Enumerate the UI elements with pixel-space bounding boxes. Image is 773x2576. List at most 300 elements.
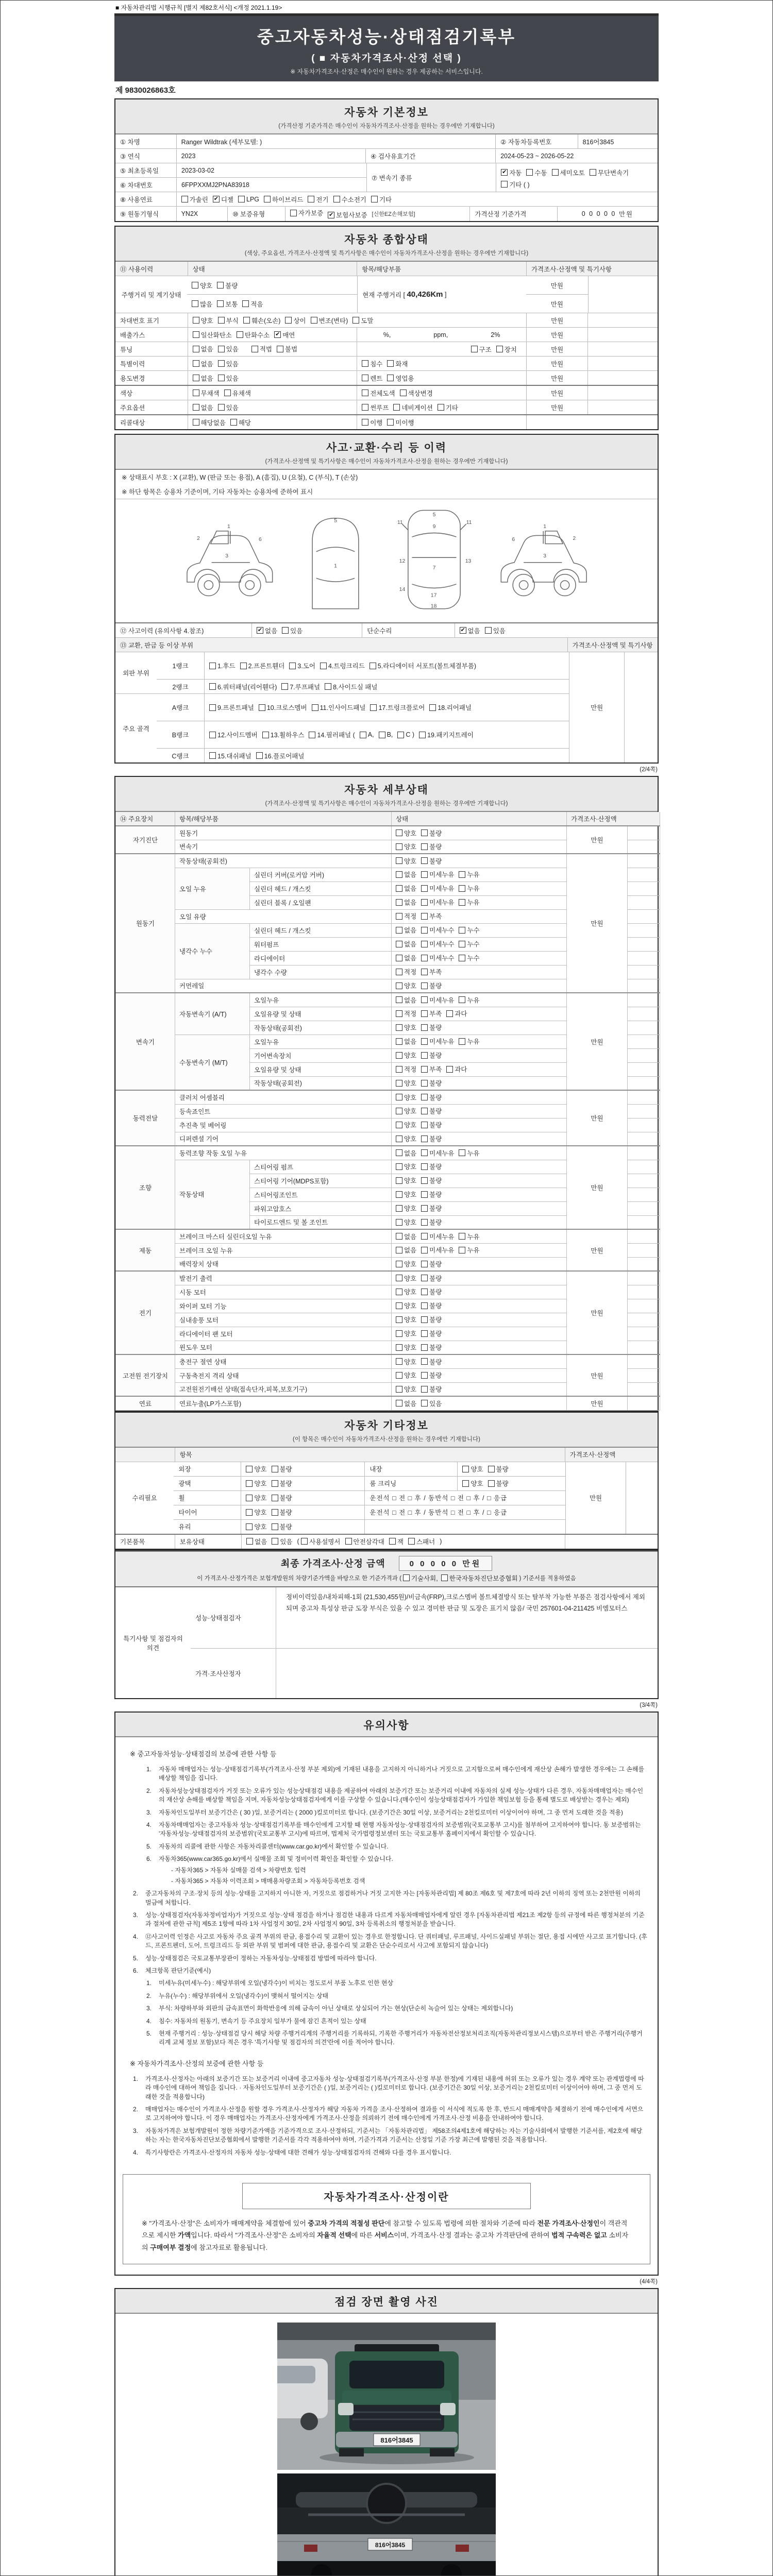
- checkbox-option[interactable]: [237, 330, 270, 340]
- checkbox-option[interactable]: [421, 856, 442, 866]
- checkbox-option[interactable]: [590, 168, 629, 177]
- checkbox-option[interactable]: [193, 403, 213, 412]
- checkbox-option[interactable]: [371, 195, 392, 204]
- checkbox-option[interactable]: [218, 359, 239, 368]
- checkbox-option[interactable]: [462, 1464, 483, 1473]
- checkbox-option[interactable]: [459, 870, 479, 879]
- checkbox-option[interactable]: [246, 1493, 266, 1502]
- checkbox-option[interactable]: [421, 1106, 442, 1115]
- detail-state-cell: [392, 1313, 567, 1327]
- checkbox-option[interactable]: [333, 195, 366, 204]
- checkbox-option[interactable]: [396, 1093, 416, 1102]
- checkbox-option[interactable]: [438, 403, 458, 412]
- checkbox-option[interactable]: [421, 897, 454, 907]
- checkbox-option[interactable]: [421, 1259, 442, 1268]
- checkbox-option[interactable]: [421, 1370, 442, 1380]
- checkbox-label: 없음: [255, 1538, 267, 1546]
- checkbox-option[interactable]: [193, 388, 220, 398]
- checkbox-label: 불량: [429, 829, 442, 837]
- checkbox-option[interactable]: [312, 703, 366, 712]
- svg-text:11: 11: [466, 519, 472, 526]
- checkbox-option[interactable]: [311, 316, 348, 325]
- checkbox-option[interactable]: [272, 1493, 292, 1502]
- checkbox-option[interactable]: [272, 1479, 292, 1488]
- notice-list: [115, 1737, 658, 2162]
- checkbox-option[interactable]: [281, 682, 320, 691]
- checkbox-option[interactable]: [193, 359, 213, 368]
- checkbox-box: ✔: [502, 169, 507, 175]
- checkbox-option[interactable]: [213, 195, 233, 204]
- checkbox-option[interactable]: [421, 1217, 442, 1227]
- detail-extra-cell: [628, 882, 660, 895]
- checkbox-option[interactable]: [379, 731, 393, 738]
- detail-extra-cell: [628, 1257, 660, 1271]
- checkbox-option[interactable]: [396, 1370, 416, 1380]
- checkbox-box: [281, 683, 288, 690]
- detail-item-cell: 스티어링 펌프: [250, 1160, 392, 1174]
- checkbox-option[interactable]: [396, 911, 416, 921]
- checkbox-option[interactable]: [352, 316, 373, 325]
- checkbox-box: [389, 1538, 396, 1545]
- checkbox-option[interactable]: [421, 1037, 454, 1046]
- checkbox-box: [272, 1495, 278, 1501]
- checkbox-option[interactable]: [238, 196, 259, 203]
- checkbox-option[interactable]: [272, 1464, 292, 1473]
- checkbox-option[interactable]: [421, 1232, 454, 1241]
- checkbox-option[interactable]: [209, 661, 236, 670]
- checkbox-label: 불량: [429, 1163, 442, 1171]
- checkbox-option[interactable]: [396, 842, 416, 851]
- checkbox-label: 무채색: [200, 389, 220, 397]
- checkbox-box: [230, 419, 237, 426]
- checkbox-option[interactable]: [246, 1507, 266, 1517]
- checkbox-option[interactable]: [396, 953, 416, 962]
- detail-dev-cell: 변속기: [116, 993, 175, 1090]
- checkbox-option[interactable]: [387, 374, 414, 383]
- checkbox-option[interactable]: [421, 1399, 442, 1408]
- checkbox-label: 누유: [467, 996, 480, 1004]
- svg-text:6: 6: [511, 536, 515, 543]
- room-cleaning-label: 룸 크리닝: [364, 1477, 457, 1490]
- checkbox-option[interactable]: [396, 1232, 416, 1241]
- checkbox-option[interactable]: [396, 981, 416, 990]
- detail-state-cell: [392, 854, 567, 868]
- checkbox-option[interactable]: [389, 1537, 404, 1546]
- checkbox-option[interactable]: [387, 418, 414, 427]
- checkbox-label: 11.인사이드패널: [320, 704, 366, 711]
- checkbox-option[interactable]: [421, 1134, 442, 1143]
- checkbox-option[interactable]: [396, 1245, 416, 1255]
- checkbox-option[interactable]: [421, 1384, 442, 1394]
- checkbox-option[interactable]: [552, 168, 585, 177]
- checkbox-label: 양호: [404, 1094, 417, 1101]
- interior-options: [457, 1462, 565, 1476]
- detail-state-cell: [392, 1257, 567, 1271]
- detail-col-device: ⑭ 주요장치: [116, 812, 175, 826]
- checkbox-option[interactable]: [501, 168, 522, 177]
- section-etc: [114, 1412, 659, 1550]
- checkbox-option[interactable]: [272, 1507, 292, 1517]
- checkbox-option[interactable]: [209, 730, 258, 739]
- checkbox-option[interactable]: [421, 1176, 442, 1185]
- checkbox-label: 6.쿼터패널(리어휀다): [217, 683, 277, 691]
- checkbox-option[interactable]: [421, 1023, 442, 1032]
- checkbox-option[interactable]: [396, 1274, 416, 1283]
- checkbox-option[interactable]: [396, 1343, 416, 1352]
- checkbox-option[interactable]: [282, 626, 303, 635]
- checkbox-option[interactable]: [421, 1343, 442, 1352]
- checkbox-option[interactable]: [459, 897, 479, 907]
- detail-title: 자동차 세부상태: [344, 784, 429, 796]
- checkbox-box: [237, 331, 243, 338]
- checkbox-option[interactable]: [320, 661, 365, 670]
- checkbox-option[interactable]: [218, 316, 239, 325]
- checkbox-box: [421, 1344, 428, 1351]
- checkbox-option[interactable]: [230, 418, 251, 427]
- checkbox-option[interactable]: [396, 856, 416, 866]
- checkbox-option[interactable]: [181, 195, 208, 204]
- checkbox-box: [218, 317, 225, 324]
- checkbox-option[interactable]: [421, 870, 454, 879]
- checkbox-label: 양호: [404, 857, 417, 865]
- appraiser-label: 가격·조사산정자: [195, 1670, 241, 1677]
- checkbox-option[interactable]: [217, 281, 238, 290]
- checkbox-option[interactable]: [396, 1023, 416, 1032]
- notice-section-header: ※ 자동차가격조사·산정의 보증에 관한 사항 등: [130, 2059, 264, 2067]
- checkbox-option[interactable]: [243, 316, 281, 325]
- detail-state-cell: [392, 1021, 567, 1035]
- checkbox-box: [396, 1149, 402, 1156]
- checkbox-box: [421, 829, 428, 836]
- checkbox-option[interactable]: [459, 1148, 479, 1158]
- checkbox-option[interactable]: [274, 330, 295, 340]
- checkbox-option[interactable]: [218, 403, 239, 412]
- basic-info-subtitle: (가격산정 기준가격은 매수인이 자동차가격조사·산정을 원하는 경우에만 기재합니다): [278, 123, 495, 129]
- checkbox-option[interactable]: [421, 1245, 454, 1255]
- checkbox-option[interactable]: [246, 1464, 266, 1473]
- checkbox-option[interactable]: [193, 316, 213, 325]
- detail-extra-cell: [628, 1021, 660, 1035]
- checkbox-option[interactable]: [193, 344, 213, 353]
- polish-label: 광택: [178, 1480, 191, 1487]
- tuning-legality-options: [251, 344, 302, 354]
- checkbox-option[interactable]: [217, 299, 238, 309]
- checkbox-option[interactable]: [218, 374, 239, 383]
- checkbox-box: [396, 1400, 402, 1406]
- checkbox-option[interactable]: [370, 703, 425, 712]
- checkbox-box: [396, 871, 402, 878]
- checkbox-option[interactable]: [400, 388, 433, 398]
- page-marker-2: (2/4쪽): [640, 767, 658, 773]
- checkbox-option[interactable]: [421, 953, 454, 962]
- checkbox-option[interactable]: [345, 1537, 384, 1546]
- checkbox-option[interactable]: [396, 1384, 416, 1394]
- checkbox-option[interactable]: [421, 967, 442, 976]
- checkbox-option[interactable]: [396, 1148, 416, 1158]
- checkbox-label: 양호: [470, 1466, 483, 1473]
- checkbox-box: [224, 389, 231, 396]
- checkbox-box: [421, 1010, 428, 1017]
- checkbox-option[interactable]: [471, 345, 492, 354]
- checkbox-option[interactable]: [421, 981, 442, 990]
- checkbox-option[interactable]: [193, 374, 213, 383]
- checkbox-option[interactable]: [192, 299, 212, 309]
- checkbox-option[interactable]: [459, 953, 479, 962]
- checkbox-option[interactable]: [421, 1301, 442, 1310]
- checkbox-option[interactable]: [396, 1204, 416, 1213]
- checkbox-option[interactable]: [429, 703, 472, 712]
- checkbox-option[interactable]: [396, 1037, 416, 1046]
- option-label: 주요옵션: [120, 404, 145, 412]
- checkbox-box: [396, 1316, 402, 1323]
- checkbox-option[interactable]: [396, 1064, 416, 1074]
- checkbox-option[interactable]: [369, 661, 476, 670]
- detail-extra-cell: [628, 1243, 660, 1257]
- checkbox-option[interactable]: [419, 730, 474, 739]
- checkbox-option[interactable]: [396, 1009, 416, 1018]
- checkbox-option[interactable]: [396, 1050, 416, 1060]
- checkbox-option[interactable]: [246, 1479, 266, 1488]
- checkbox-option[interactable]: [421, 1204, 442, 1213]
- checkbox-option[interactable]: [396, 1259, 416, 1268]
- checkbox-box: [218, 375, 225, 381]
- checkbox-option[interactable]: [421, 884, 454, 893]
- checkbox-option[interactable]: [362, 359, 382, 368]
- checkbox-option[interactable]: [421, 939, 454, 948]
- checkbox-option[interactable]: [193, 418, 226, 427]
- checkbox-option[interactable]: [421, 925, 454, 935]
- checkbox-option[interactable]: [421, 1357, 442, 1366]
- checkbox-option[interactable]: [272, 1537, 292, 1546]
- checkbox-option[interactable]: [421, 1162, 442, 1171]
- checkbox-option[interactable]: [396, 1106, 416, 1115]
- price-appraisal-info-title: 자동차가격조사·산정이란: [242, 2183, 531, 2209]
- checkbox-option[interactable]: [256, 751, 305, 760]
- checkbox-box: [421, 1177, 428, 1184]
- holding-label: 보유상태: [175, 1535, 242, 1549]
- checkbox-box: [421, 1149, 428, 1156]
- checkbox-option[interactable]: [218, 344, 239, 353]
- checkbox-option[interactable]: [421, 1093, 442, 1102]
- checkbox-label: 기타: [445, 404, 458, 412]
- checkbox-option[interactable]: [459, 1037, 479, 1046]
- detail-state-cell: [392, 923, 567, 937]
- car-diagram-top: [392, 504, 477, 615]
- checkbox-option[interactable]: [209, 751, 251, 760]
- checkbox-option[interactable]: [459, 884, 479, 893]
- rank2-label: 2랭크: [172, 683, 189, 691]
- notice-item: 2. 자동차성능상태점검자가 거짓 또는 오류가 있는 성능상태점검 내용을 제공하여 아래의 보증기간 또는 보증거리 이내에 자동차의 실제 성능·상태가 다른 경우, 자동차매매업자는 매수인의 재산상 손해를 배상할 책임을 지며, 자동차성능상태점검자에게 이를 구상할 수 있습니다.(매수인이 성능상태점검자가 가입한 책임보험 등을 통해 별도로 배상받는 경우는 제외): [146, 1787, 644, 1804]
- checkbox-option[interactable]: [396, 1329, 416, 1338]
- info-text-segment: 이 객관적으로 제시한: [142, 2219, 628, 2240]
- checkbox-option[interactable]: [485, 626, 506, 635]
- checkbox-option[interactable]: [396, 1287, 416, 1296]
- checkbox-option[interactable]: [224, 388, 251, 398]
- detail-extra-cell: [628, 1035, 660, 1048]
- checkbox-option[interactable]: [396, 939, 416, 948]
- holding-checkboxes: [246, 1537, 297, 1547]
- checkbox-option[interactable]: [309, 730, 355, 739]
- detail-dev-cell: 연료: [116, 1396, 175, 1410]
- checkbox-box: [370, 704, 377, 711]
- checkbox-option[interactable]: [301, 1537, 340, 1546]
- photo-underbody: [277, 2473, 496, 2576]
- checkbox-option[interactable]: [396, 925, 416, 935]
- checkbox-option[interactable]: [240, 661, 285, 670]
- checkbox-option[interactable]: [462, 1479, 483, 1488]
- remark-cell: [587, 328, 658, 342]
- checkbox-option[interactable]: [362, 388, 395, 398]
- checkbox-option[interactable]: [488, 1464, 509, 1473]
- checkbox-option[interactable]: [290, 208, 323, 217]
- checkbox-label: 전기: [316, 196, 329, 204]
- special-item-options: [357, 357, 526, 370]
- checkbox-box: [396, 1052, 402, 1059]
- checkbox-box: [218, 346, 225, 352]
- checkbox-option[interactable]: [396, 828, 416, 838]
- checkbox-option[interactable]: [192, 281, 212, 290]
- checkbox-box: [282, 627, 289, 634]
- checkbox-box: [421, 1233, 428, 1240]
- checkbox-option[interactable]: [272, 1522, 292, 1531]
- checkbox-option[interactable]: [421, 1190, 442, 1199]
- checkbox-option[interactable]: [251, 344, 272, 353]
- notice-item: 3. 자동차인도일부터 보증기간은 ( 30 )일, 보증거리는 ( 2000 )킬로미터로 합니다. (보증기간은 30일 이상, 보증거리는 2천킬로미터 이상이어야 하며, 그 중 먼저 도래한 것을 적용): [146, 1808, 624, 1816]
- checkbox-option[interactable]: [459, 939, 479, 948]
- checkbox-option[interactable]: [408, 1537, 435, 1546]
- checkbox-option[interactable]: [209, 682, 277, 691]
- checkbox-option[interactable]: [421, 828, 442, 838]
- checkbox-option[interactable]: [362, 403, 389, 412]
- checkbox-option[interactable]: [396, 1315, 416, 1324]
- checkbox-option[interactable]: [446, 1009, 467, 1018]
- detail-extra-cell: [628, 895, 660, 909]
- checkbox-option[interactable]: [421, 911, 442, 921]
- checkbox-option[interactable]: [403, 1573, 438, 1583]
- checkbox-label: 기술사회,: [411, 1574, 438, 1582]
- checkbox-option[interactable]: [496, 345, 517, 354]
- checkbox-option[interactable]: [277, 344, 297, 353]
- checkbox-option[interactable]: [360, 731, 374, 738]
- photo-front: [277, 2323, 496, 2470]
- remark-cell: [587, 371, 658, 385]
- checkbox-option[interactable]: [362, 374, 382, 383]
- checkbox-option[interactable]: [421, 1078, 442, 1088]
- checkbox-label: 불량: [429, 843, 442, 851]
- checkbox-label: 없음: [404, 885, 417, 893]
- checkbox-option[interactable]: [421, 995, 454, 1005]
- checkbox-label: 불량: [429, 1316, 442, 1324]
- checkbox-option[interactable]: [396, 1357, 416, 1366]
- simple-repair-options: [455, 623, 658, 637]
- checkbox-option[interactable]: [488, 1479, 509, 1488]
- checkbox-option[interactable]: [421, 1329, 442, 1338]
- checkbox-option[interactable]: [209, 703, 254, 712]
- checkbox-box: [345, 1538, 352, 1545]
- checkbox-option[interactable]: [396, 1162, 416, 1171]
- checkbox-option[interactable]: [396, 1217, 416, 1227]
- checkbox-box: [421, 996, 428, 1003]
- checkbox-option[interactable]: [421, 1274, 442, 1283]
- checkbox-option[interactable]: [396, 1078, 416, 1088]
- checkbox-option[interactable]: [421, 842, 442, 851]
- checkbox-option[interactable]: [262, 730, 305, 739]
- checkbox-box: ✔: [257, 627, 263, 633]
- checkbox-option[interactable]: [246, 1522, 266, 1531]
- checkbox-option[interactable]: [460, 626, 480, 635]
- checkbox-option[interactable]: [396, 1190, 416, 1199]
- checkbox-box: [421, 1191, 428, 1198]
- checkbox-option[interactable]: [396, 884, 416, 893]
- checkbox-label: 불량: [429, 1080, 442, 1087]
- warranty-checkboxes: [290, 208, 372, 219]
- checkbox-option[interactable]: [421, 1120, 442, 1129]
- color-options: [188, 386, 357, 400]
- checkbox-option[interactable]: [396, 1134, 416, 1143]
- checkbox-label: 4.트렁크리드: [328, 663, 365, 670]
- checkbox-label: 적정: [404, 1066, 417, 1074]
- price-appraisal-info-box: [123, 2174, 650, 2264]
- basic-info-header: [115, 99, 658, 134]
- checkbox-option[interactable]: [257, 626, 277, 635]
- checkbox-option[interactable]: [459, 995, 479, 1005]
- checkbox-option[interactable]: [459, 1245, 479, 1255]
- glass-label: 유리: [178, 1523, 191, 1531]
- checkbox-option[interactable]: [396, 897, 416, 907]
- checkbox-option[interactable]: [193, 330, 232, 340]
- checkbox-option[interactable]: [501, 180, 529, 189]
- checkbox-option[interactable]: [246, 1537, 267, 1546]
- checkbox-option[interactable]: [397, 731, 414, 738]
- checkbox-option[interactable]: [325, 682, 377, 691]
- checkbox-option[interactable]: [387, 359, 408, 368]
- checkbox-option[interactable]: [259, 703, 307, 712]
- checkbox-option[interactable]: [396, 1120, 416, 1129]
- checkbox-option[interactable]: [396, 1399, 416, 1408]
- checkbox-option[interactable]: [264, 195, 303, 204]
- checkbox-option[interactable]: [396, 967, 416, 976]
- checkbox-option[interactable]: [289, 661, 315, 670]
- detail-state-cell: [392, 979, 567, 993]
- detail-price-cell: 만원: [567, 1146, 628, 1229]
- checkbox-option[interactable]: [446, 1064, 467, 1074]
- accident-history-table: [115, 622, 658, 762]
- checkbox-option[interactable]: [396, 1301, 416, 1310]
- checkbox-option[interactable]: [328, 210, 367, 219]
- checkbox-option[interactable]: [526, 168, 547, 177]
- checkbox-option[interactable]: [396, 995, 416, 1005]
- checkbox-option[interactable]: [285, 316, 306, 325]
- checkbox-option[interactable]: [396, 870, 416, 879]
- checkbox-box: [193, 317, 199, 324]
- checkbox-option[interactable]: [421, 1064, 442, 1074]
- checkbox-option[interactable]: [421, 1287, 442, 1296]
- checkbox-option[interactable]: [459, 1232, 479, 1241]
- checkbox-option[interactable]: [396, 1176, 416, 1185]
- checkbox-option[interactable]: [459, 925, 479, 935]
- checkbox-option[interactable]: [362, 418, 382, 427]
- checkbox-option[interactable]: [441, 1573, 518, 1583]
- checkbox-option[interactable]: [308, 195, 328, 204]
- checkbox-option[interactable]: [242, 299, 263, 309]
- checkbox-option[interactable]: [421, 1050, 442, 1060]
- checkbox-option[interactable]: [421, 1148, 454, 1158]
- detail-extra-cell: [628, 1118, 660, 1132]
- checkbox-option[interactable]: [393, 403, 432, 412]
- checkbox-option[interactable]: [421, 1315, 442, 1324]
- checkbox-box: [379, 732, 385, 738]
- checkbox-option[interactable]: [421, 1009, 442, 1018]
